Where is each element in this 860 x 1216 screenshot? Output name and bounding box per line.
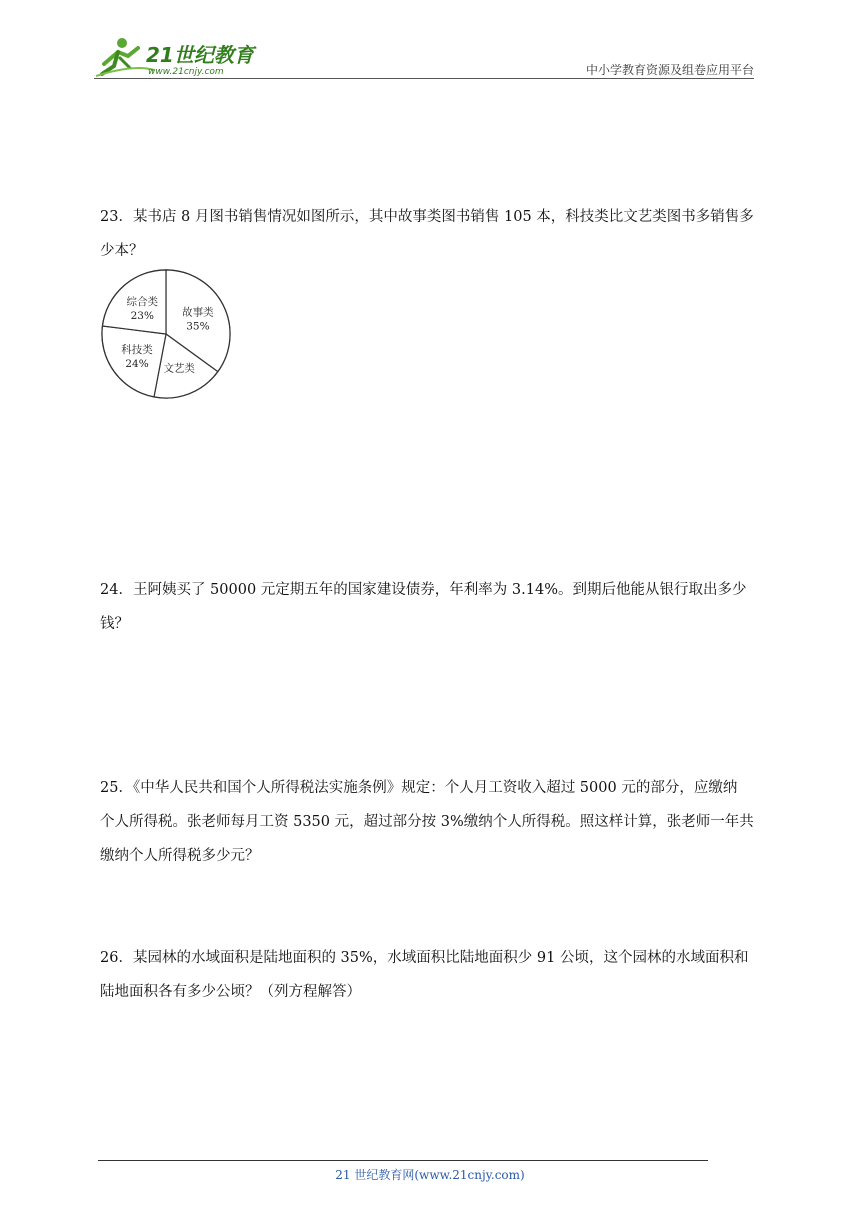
footer-divider <box>98 1160 708 1161</box>
question-line: 陆地面积各有多少公顷？（列方程解答） <box>100 984 361 1000</box>
pie-slice-label: 故事类 <box>182 306 214 319</box>
logo-text: 21世纪教育 <box>146 43 254 67</box>
site-logo <box>94 34 264 78</box>
question-24 <box>100 573 762 641</box>
question-line: 25．《中华人民共和国个人所得税法实施条例》规定：个人月工资收入超过 5000 元的部分，应缴纳 <box>100 780 738 796</box>
pie-slice-label: 综合类 <box>126 296 159 309</box>
question-line: 少本？ <box>100 243 144 259</box>
pie-slice-percent: 23% <box>130 310 154 323</box>
question-line: 24．王阿姨买了 50000 元定期五年的国家建设债券，年利率为 3.14%。到期后他能从银行取出多少钱？ <box>100 582 747 632</box>
question-23 <box>100 200 762 268</box>
question-line: 个人所得税。张老师每月工资 5350 元，超过部分按 3%缴纳个人所得税。照这样计算，张老师一年共 <box>100 814 754 830</box>
question-line: 23．某书店 8 月图书销售情况如图所示，其中故事类图书销售 105 本，科技类比文艺类图书多销售多 <box>100 209 754 225</box>
pie-slice-label: 科技类 <box>121 344 153 357</box>
header-divider <box>94 78 754 79</box>
pie-slice-label: 文艺类 <box>163 362 195 375</box>
pie-slice-percent: 24% <box>125 358 149 371</box>
question-26 <box>100 941 762 1009</box>
question-line: 26．某园林的水域面积是陆地面积的 35%，水域面积比陆地面积少 91 公顷，这个园林的水域面积和 <box>100 950 749 966</box>
logo-url: www.21cnjy.com <box>148 67 224 77</box>
footer-site-link[interactable]: 21 世纪教育网(www.21cnjy.com) <box>335 1168 525 1182</box>
question-line: 缴纳个人所得税多少元？ <box>100 848 260 864</box>
question-25 <box>100 771 762 873</box>
pie-slice-percent: 35% <box>186 320 210 333</box>
runner-logo-icon <box>94 34 264 78</box>
book-sales-pie-chart <box>98 268 234 404</box>
platform-name: 中小学教育资源及组卷应用平台 <box>585 63 754 77</box>
